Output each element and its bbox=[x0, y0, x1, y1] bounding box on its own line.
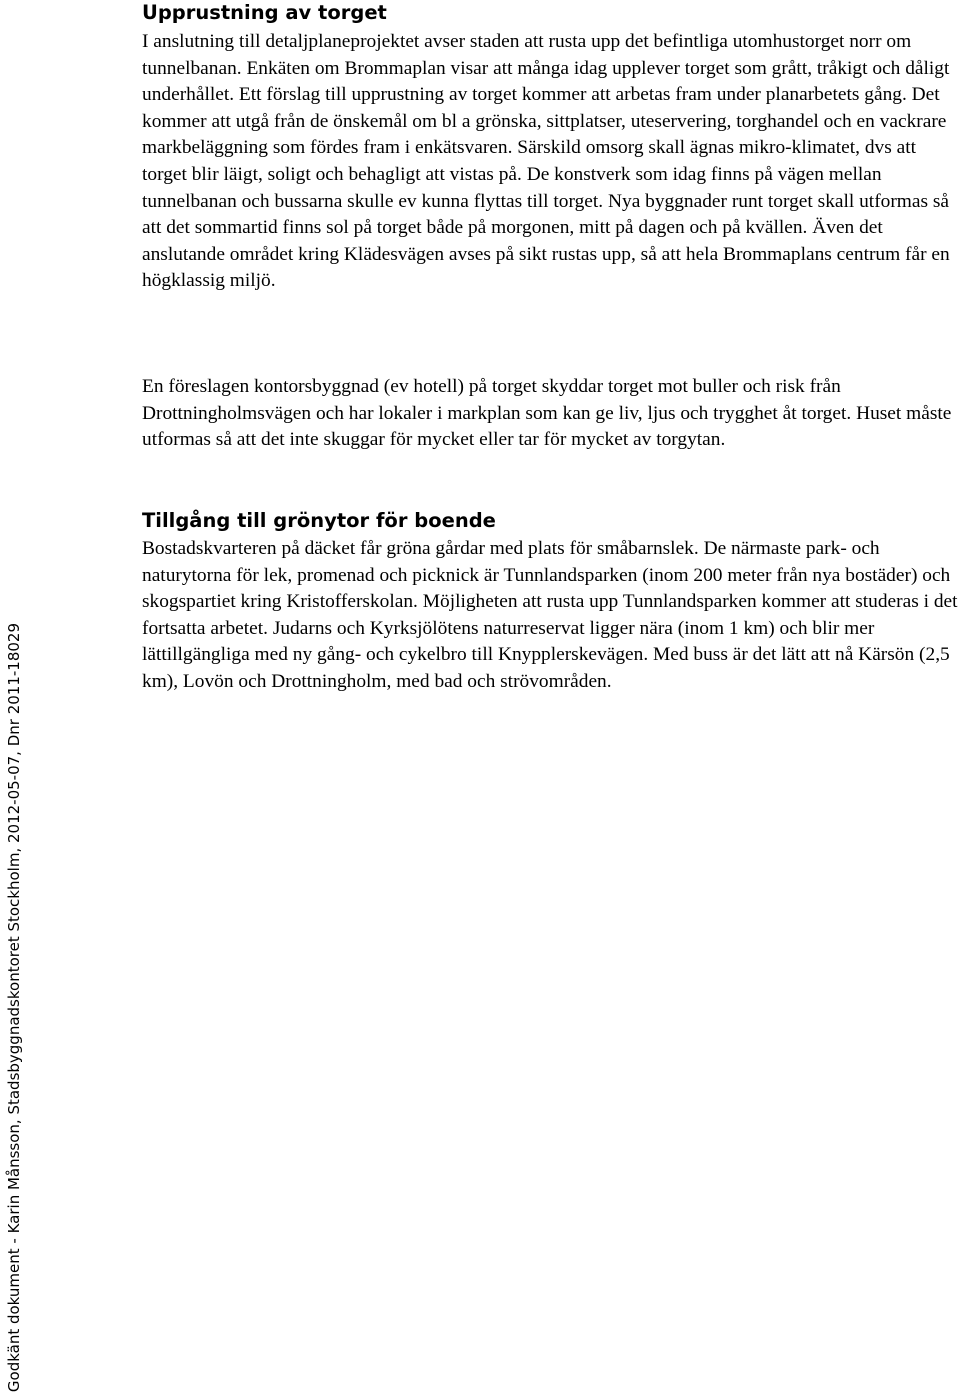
paragraph-upprustning-2: En föreslagen kontorsbyggnad (ev hotell) på torget skyddar torget mot buller och risk från Drottningholmsvägen och har lokaler i markplan som kan ge liv, ljus och trygghet åt torget. Huset måste utformas så att det inte skuggar för mycket eller tar för mycket av torgytan. bbox=[142, 376, 952, 451]
paragraph-upprustning-1: I anslutning till detaljplaneprojektet avser staden att rusta upp det befintliga utomhustorget norr om tunnelbanan. Enkäten om Brommaplan visar att många idag upplever torget som grått, tråkigt och dåligt underhållet. Ett förslag till upprustning av torget kommer att arbetas fram under planarbetets gång. Det kommer att utgå från de önskemål om bl a grönska, sittplatser, uteservering, torghandel och en vackrare markbeläggning som fördes fram i enkätsvaren. Särskild omsorg skall ägnas mikro-klimatet, dvs att torget blir läigt, soligt och behagligt att vistas på. De konstverk som idag finns på vägen mellan tunnelbanan och bussarna skulle ev kunna flyttas till torget. Nya byggnader runt torget skall utformas så att det sommartid finns sol på torget både på morgonen, mitt på dagen och på kvällen. Även det anslutande området kring Klädesvägen avses på sikt rustas upp, så att hela Brommaplans centrum får en högklassig miljö. bbox=[142, 31, 950, 292]
section-heading-upprustning: Upprustning av torget bbox=[142, 1, 387, 24]
approval-stamp-margin bbox=[0, 0, 40, 1394]
section-heading-gronytor: Tillgång till grönytor för boende bbox=[142, 509, 496, 532]
approval-stamp-text: Godkänt dokument - Karin Månsson, Stadsbyggnadskontoret Stockholm, 2012-05-07, Dnr 2011-18029 bbox=[5, 622, 23, 1392]
paragraph-gronytor-1: Bostadskvarteren på däcket får gröna gårdar med plats för småbarnslek. De närmaste park- och naturytorna för lek, promenad och picknick är Tunnlandsparken (inom 200 meter från nya bostäder) och skogspartiet kring Kristofferskolan. Möjligheten att rusta upp Tunnlandsparken kommer att studeras i det fortsatta arbetet. Judarns och Kyrksjölötens naturreservat ligger nära (inom 1 km) och blir mer lättillgängliga med ny gång- och cykelbro till Knypplerskevägen. Med buss är det lätt att nå Kärsön (2,5 km), Lovön och Drottningholm, med bad och strövområden. bbox=[142, 538, 958, 692]
